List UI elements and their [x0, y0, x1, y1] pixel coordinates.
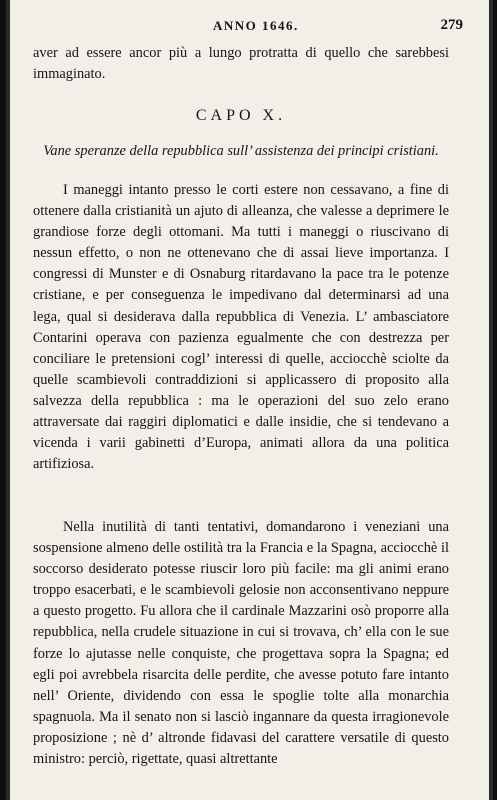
chapter-subtitle: Vane speranze della repubblica sull’ assistenza dei principi cristiani.	[43, 143, 439, 159]
paragraph-text: Nella inutilità di tanti tentativi, domandarono i veneziani una sospensione almeno delle ostilità tra la Francia e la Spagna, acciocchè il soccorso desiderato potesse riuscir loro più facile: ma gli animi erano troppo esacerbati, e le scambievoli gelosie non acconsentivano neppure a questo progetto. Fu allora che il cardinale Mazzarini osò proporre alla repubblica, nella crudele situazione in cui si trovava, ch’ ella con le sue forze lo ajutasse nelle conquiste, che progettava sopra la Spagna; ed egli poi avrebbela risarcita delle perdite, che avesse potuto fare intanto nell’ Oriente, dividendo con essa le spoglie tolte alla monarchia spagnuola. Ma il senato non si lasciò ingannare da questa irragionevole proposizione ; nè d’ altronde fidavasi del carattere versatile di questo ministro: perciò, rigettate, quasi altrettante	[33, 519, 449, 768]
paragraph-2	[33, 517, 449, 770]
book-page	[6, 0, 493, 800]
page-right-edge	[489, 0, 493, 800]
page-number: 279	[440, 17, 463, 33]
chapter-title: CAPO X.	[195, 107, 287, 124]
paragraph-1	[33, 180, 449, 475]
running-header	[33, 18, 463, 36]
page-left-edge	[6, 0, 10, 800]
running-header-year: ANNO 1646.	[213, 18, 299, 33]
paragraph-text: I maneggi intanto presso le corti estere non cessavano, a fine di ottenere dalla cristianità un ajuto di alleanza, che valesse a deprimere le grandiose forze degli ottomani. Ma tutti i maneggi o riuscivano di nessun effetto, o non ne ottenevano che di assai lieve importanza. I congressi di Munster e di Osnaburg ritardavano la pace tra le potenze cristiane, e per conseguenza le impedivano dal determinarsi ad una lega, qual si desiderava dalla repubblica di Venezia. L’ ambasciatore Contarini operava con pazienza egualmente che con destrezza per conciliare le pretensioni cogl’ interessi di quelle, acciocchè sciolte da quelle scambievoli contraddizioni si applicassero di proposito alla salvezza della repubblica : ma le operazioni del suo zelo erano attraversate dai raggiri diplomatici e dalle insidie, che si tendevano a vicenda i varii gabinetti d’Europa, animati allora da una politica artifiziosa.	[33, 182, 449, 473]
paragraph-text: aver ad essere ancor più a lungo protratta di quello che sarebbesi immaginato.	[33, 45, 449, 83]
continued-paragraph	[33, 43, 449, 85]
